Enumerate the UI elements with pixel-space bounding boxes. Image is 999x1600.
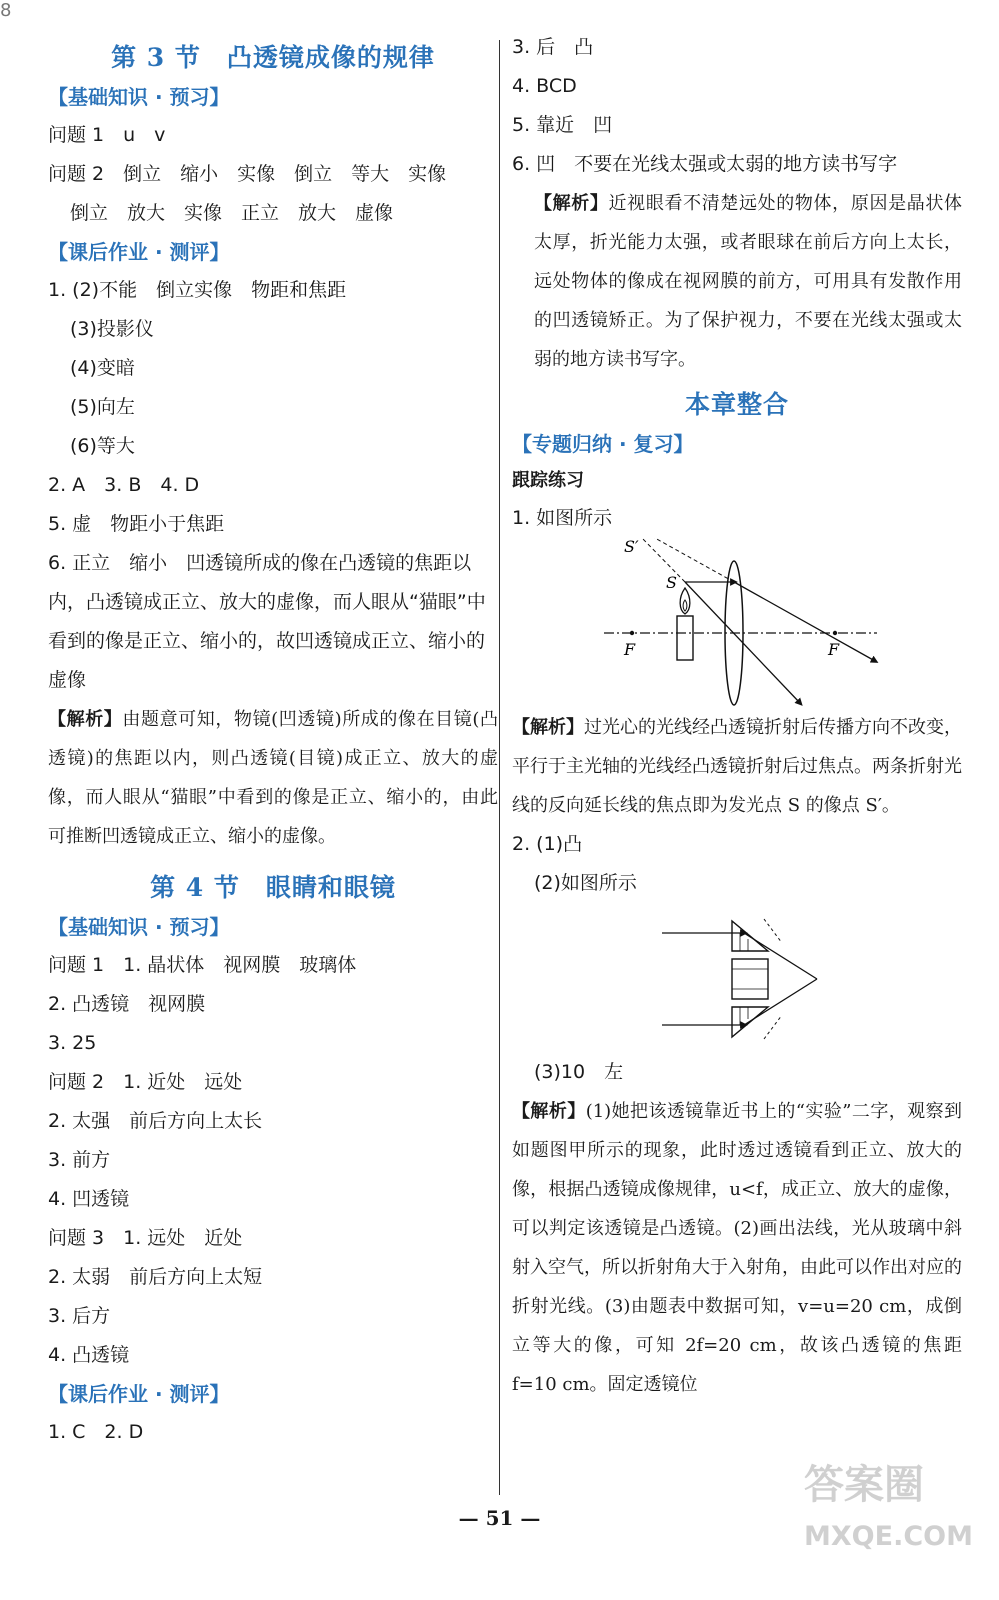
p2-4: 4. 凹透镜 xyxy=(48,1188,130,1210)
topic-heading: 【专题归纳 · 复习】 xyxy=(512,432,694,456)
refracted-ray-top xyxy=(744,933,817,979)
lens-ray-diagram xyxy=(512,538,962,708)
refracted-ray xyxy=(734,582,875,661)
right-column xyxy=(512,0,962,1404)
back-extension-2 xyxy=(642,538,685,582)
analysis-tag-3: 【解析】 xyxy=(512,717,584,738)
analysis-tag-4: 【解析】 xyxy=(512,1101,586,1122)
analysis-text-3: 过光心的光线经凸透镜折射后传播方向不改变，平行于主光轴的光线经凸透镜折射后过焦点。两条折射光线的反向延长线的焦点即为发光点 S 的像点 S′。 xyxy=(512,717,962,816)
flame xyxy=(680,588,690,614)
right-answer-4: 4. BCD xyxy=(512,75,577,97)
left-column xyxy=(48,0,498,1452)
section-3-homework-heading: 【课后作业 · 测评】 xyxy=(48,240,230,264)
analysis-block-3 xyxy=(512,708,962,825)
column-divider xyxy=(499,40,500,1495)
prism-ray-diagram xyxy=(512,903,962,1053)
right-answer-5: 5. 靠近 凹 xyxy=(512,114,613,136)
p3-1: 问题 3 1. 远处 近处 xyxy=(48,1227,243,1249)
chapter-title: 本章整合 xyxy=(684,390,789,419)
analysis-block-2 xyxy=(512,184,962,379)
bottom-prism xyxy=(732,1007,768,1037)
answer-2-4: 2. A 3. B 4. D xyxy=(48,474,200,496)
q2-answer-line2: 倒立 放大 实像 正立 放大 虚像 xyxy=(70,202,394,224)
p1-3: 3. 25 xyxy=(48,1032,97,1054)
section-4-basic-heading: 【基础知识 · 预习】 xyxy=(48,915,230,939)
track-2-3: (3)10 左 xyxy=(534,1061,624,1083)
p2-3: 3. 前方 xyxy=(48,1149,111,1171)
analysis-tag: 【解析】 xyxy=(48,709,123,730)
page-number: — 51 — xyxy=(458,1506,541,1530)
p2-1: 问题 2 1. 近处 远处 xyxy=(48,1071,243,1093)
right-answer-6: 6. 凹 不要在光线太强或太弱的地方读书写字 xyxy=(512,153,898,175)
section-3-title: 第 3 节 凸透镜成像的规律 xyxy=(111,43,435,72)
answer-1-3: (3)投影仪 xyxy=(70,318,154,340)
page-corner-mark: 8 xyxy=(0,0,12,21)
watermark-line2: MXQE.COM xyxy=(804,1521,973,1552)
p3-3: 3. 后方 xyxy=(48,1305,111,1327)
analysis-block xyxy=(48,700,498,856)
analysis-block-4 xyxy=(512,1092,962,1404)
p2-2: 2. 太强 前后方向上太长 xyxy=(48,1110,263,1132)
back-extension-1 xyxy=(637,538,734,582)
normal-bottom xyxy=(764,1015,782,1039)
middle-block xyxy=(732,959,768,999)
answer-1-4: (4)变暗 xyxy=(70,357,135,379)
q2-answer-line1: 问题 2 倒立 缩小 实像 倒立 等大 实像 xyxy=(48,163,447,185)
p3-4: 4. 凸透镜 xyxy=(48,1344,130,1366)
p3-2: 2. 太弱 前后方向上太短 xyxy=(48,1266,263,1288)
normal-top xyxy=(764,919,782,943)
analysis-text: 由题意可知，物镜(凹透镜)所成的像在目镜(凸透镜)的焦距以内，则凸透镜(目镜)成正立、放大的虚像，而人眼从“猫眼”中看到的像是正立、缩小的，由此可推断凹透镜成正立、缩小的虚像。 xyxy=(48,709,498,847)
answer-1-6: (6)等大 xyxy=(70,435,135,457)
refracted-ray-bottom xyxy=(744,979,817,1025)
track-2-1: 2. (1)凸 xyxy=(512,833,583,855)
q1-answer: 问题 1 u v xyxy=(48,124,166,146)
answer-1-5: (5)向左 xyxy=(70,396,135,418)
tracking-practice: 跟踪练习 xyxy=(512,470,584,491)
analysis-tag-2: 【解析】 xyxy=(534,193,609,214)
watermark-line1: 答案圈 xyxy=(804,1462,924,1508)
section-3-basic-heading: 【基础知识 · 预习】 xyxy=(48,85,230,109)
p1-2: 2. 凸透镜 视网膜 xyxy=(48,993,206,1015)
right-answer-3: 3. 后 凸 xyxy=(512,36,594,58)
top-prism xyxy=(732,921,768,951)
analysis-text-2: 近视眼看不清楚远处的物体，原因是晶状体太厚，折光能力太强，或者眼球在前后方向上太长，远处物体的像成在视网膜的前方，可用具有发散作用的凹透镜矫正。为了保护视力，不要在光线太强或太弱的地方读书写字。 xyxy=(534,193,962,370)
analysis-text-4: (1)她把该透镜靠近书上的“实验”二字，观察到如题图甲所示的现象，此时透过透镜看到正立、放大的像，根据凸透镜成像规律，u<f，成正立、放大的虚像，可以判定该透镜是凸透镜。(2)画出法线，光从玻璃中斜射入空气，所以折射角大于入射角，由此可以作出对应的折射光线。(3)由题表中数据可知，v=u=20 cm，成倒立等大的像，可知 2f=20 cm，故该凸透镜的焦距 f=10 cm。固定透镜位 xyxy=(512,1101,962,1395)
track-1: 1. 如图所示 xyxy=(512,507,613,529)
p1-1: 问题 1 1. 晶状体 视网膜 玻璃体 xyxy=(48,954,357,976)
answer-6: 6. 正立 缩小 凹透镜所成的像在凸透镜的焦距以内，凸透镜成正立、放大的虚像，而人眼从“猫眼”中看到的像是正立、缩小的，故凹透镜成正立、缩小的虚像 xyxy=(48,552,486,691)
label-s: S xyxy=(666,573,677,592)
section-4-title: 第 4 节 眼睛和眼镜 xyxy=(150,873,396,902)
track-2-2: (2)如图所示 xyxy=(534,872,637,894)
candle xyxy=(677,616,693,660)
answer-1: 1. (2)不能 倒立实像 物距和焦距 xyxy=(48,279,347,301)
label-f-right: F xyxy=(828,640,840,659)
section-4-homework-heading: 【课后作业 · 测评】 xyxy=(48,1382,230,1406)
answer-5: 5. 虚 物距小于焦距 xyxy=(48,513,225,535)
h1-answer: 1. C 2. D xyxy=(48,1421,144,1443)
watermark-logo xyxy=(804,1455,994,1595)
label-f-left: F xyxy=(624,640,636,659)
label-s-prime: S′ xyxy=(624,538,639,556)
